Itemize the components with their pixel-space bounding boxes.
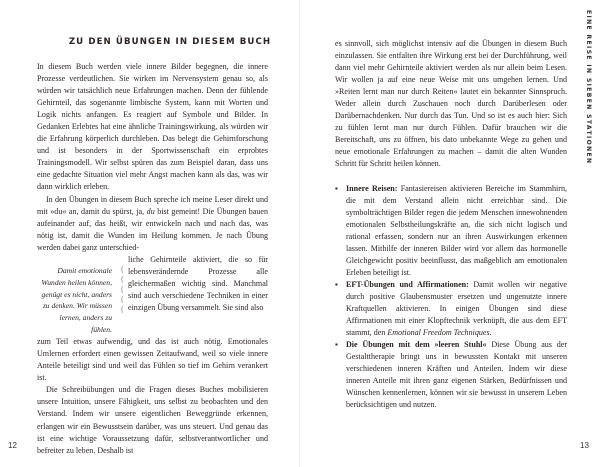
running-head-text: EINE REISE IN SIEBEN STATIONEN (585, 10, 592, 165)
paragraph: zum Teil etwas aufwendig, und das ist auch nötig. Emotionales Umlernen erfordert einen gewissen Zeitaufwand, weil so viele innere Anteile beteiligt sind und weil das Fühlen so tief im Gehirn verankert ist. (37, 337, 268, 383)
list-item (335, 279, 567, 339)
right-page (300, 0, 600, 467)
bullet-icon: ▪ (335, 183, 338, 193)
list-item-text: Damit wollen wir negative durch positive Glaubensmuster ersetzen und ungenutzte innere Kraftquellen aktivieren. In einigen Übungen sind diese Affirmationen mit einer Klopftechnik verknüpft, die aus dem EFT stammt, den (346, 279, 568, 338)
list-item-title: Die Übungen mit dem »leeren Stuhl« (346, 340, 487, 350)
exercise-list (335, 183, 567, 412)
paragraph-text: In den Übungen in diesem Buch spreche ich meine Leser direkt und mit »du« an, damit du spürst, ja, (37, 194, 268, 216)
list-item-text: . (489, 328, 492, 338)
page-number: 13 (580, 441, 589, 450)
list-item (335, 183, 567, 279)
paragraph: Die Schreibübungen und die Fragen dieses Buches mobilisieren unsere Intuition, unsere Fähigkeit, uns selbst zu beobachten und den Verstand. Indem wir unsere eigentlichen Beweggründe erkennen, erlangen wir ein Bewusstsein darüber, was uns steuert. Und genau das ist eine wichtige Voraussetzung dafür, selbstverantwortlicher und befreiter zu leben. Deshalb ist (37, 385, 268, 455)
bullet-icon: ▪ (335, 279, 338, 289)
list-item-text: Diese Übung aus der Gestalttherapie bringt uns in bewussten Kontakt mit unseren verschiedenen inneren Kräften und Anteilen. Indem wir diese inneren Anteile mit ihren ganz eigenen Stärken, Bedürfnissen und Wünschen kennenlernen, können wir sie bewusst in unserem Leben berücksichtigen und nutzen. (346, 340, 568, 410)
emphasis: du (146, 206, 155, 216)
right-text-column (335, 38, 567, 411)
bullet-icon: ▪ (335, 340, 338, 350)
paragraph-text: bist gemeint! Die Übungen bauen aufeinander auf, das heißt, wir entwickeln nach und nach das, was nötig ist, damit die Wunden im Heilung kommen. Je nach Übung werden dabei ganz unterschied- (37, 206, 268, 252)
list-item-title: EFT-Übungen und Affirmationen: (346, 279, 469, 289)
paragraph (37, 194, 268, 254)
list-item-title: Innere Reisen: (346, 183, 398, 193)
left-text-column (37, 61, 268, 457)
pull-quote: Damit emotionale Wunden heilen können, genügt es nicht, anders zu denken. Wir müssen lernen, anders zu fühlen. (41, 265, 112, 335)
paragraph-text: liche Gehirnteile aktiviert, die so für lebensverändernde Prozesse alle gleichermaßen wichtig sind. Manchmal sind auch verschiedene Techniken in einer einzigen Übung versammelt. Sie sind also (128, 254, 268, 312)
list-item-text: Fantasiereisen aktivieren Bereiche im Stammhirn, die mit dem Verstand allein nicht erreichbar sind. Die symbolträchtigen Bilder regen die jedem Menschen innewohnenden emotionalen Selbstheilungskräfte an, die sich nicht logisch und rational erfassen, sondern nur an ihren Auswirkungen erkennen lassen. Mithilfe der inneren Bilder wird vor allem das hormonelle Gleichgewicht positiv beeinflusst, das maßgeblich am emotionalen Erleben beteiligt ist. (346, 183, 568, 277)
pull-quote-row (37, 254, 268, 336)
brace-ornament: { { { { { (120, 264, 124, 314)
running-head (585, 10, 598, 165)
paragraph: In diesem Buch werden viele innere Bilder begegnen, die innere Prozesse verdeutlichen. Sie wirken im Nervensystem genau so, als würden wir tatsächlich neue Erfahrungen machen. Denn der fühlende Gehirnteil, das sogenannte limbische System, kann mit Worten und Logik nichts anfangen. Es reagiert auf Symbole und Bilder. In Gedanken Erlebtes hat eine ähnliche Trainingswirkung, als würden wir die Erfahrung körperlich durchleben. Das belegt die Gehirnforschung und ist besonders in der Sportwissenschaft ein erprobtes Trainingsmodell. Wir selbst spüren das zum Beispiel daran, dass uns eine gedachte Situation viel mehr Angst machen kann als das, was wir dann wirklich erleben. (37, 62, 268, 192)
emphasis: Emotional Freedom Techniques (387, 328, 490, 338)
paragraph: es sinnvoll, sich möglichst intensiv auf die Übungen in diesem Buch einzulassen. Sie entfalten ihre Wirkung erst bei der Durchführung, weil dann viel mehr Gehirnteile aktiviert werden als nur allein beim Lesen. Wir wollen ja auf eine neue Weise mit uns umgehen lernen. Und »Reiten lernt man nur durch Reiten« lautet ein bekannter Sinnspruch. Weder allein durch Zuschauen noch durch Darüberlesen oder Darübernachdenken. Nur durch das Tun. Und so ist es auch hier: Sich zu fühlen lernt man nur durch Fühlen. Dafür brauchen wir die Bereitschaft, uns zu öffnen, bis dato unbekannte Wege zu gehen und neue emotionale Erfahrungen zu machen – damit die alten Wunden Schritt für Schritt heilen können. (335, 39, 567, 169)
page-number: 12 (8, 441, 17, 450)
list-item (335, 339, 567, 411)
section-heading: ZU DEN ÜBUNGEN IN DIESEM BUCH (68, 37, 272, 47)
